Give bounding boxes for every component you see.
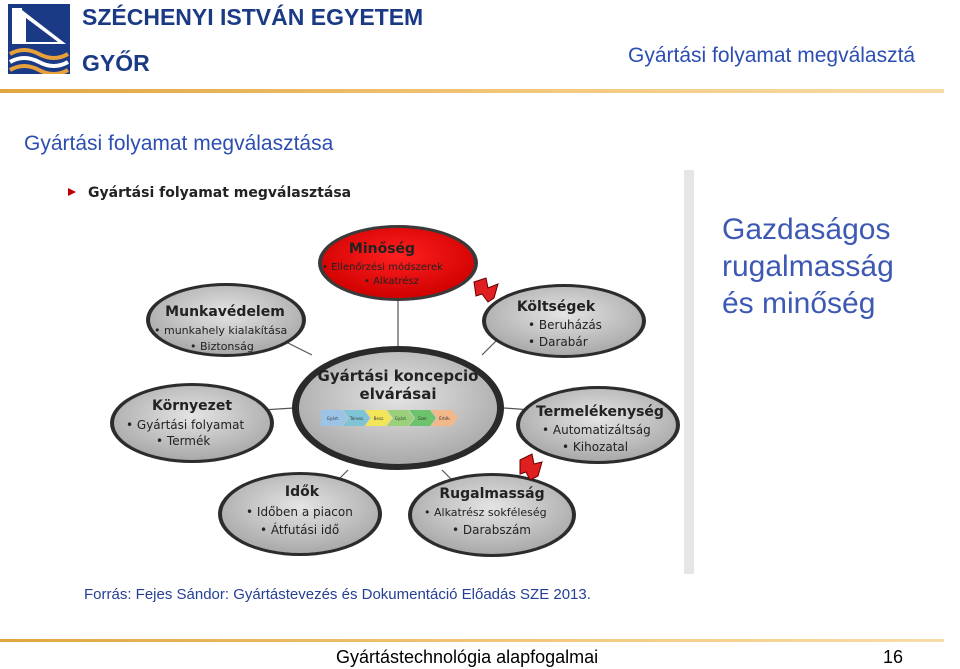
node-title: Költségek [516,299,596,315]
node-title: Minőség [348,241,416,257]
node-item: • Kihozatal [562,440,629,454]
red-double-arrow-icon [474,278,498,302]
bullet-arrow-icon [68,188,76,196]
university-logo [8,4,70,74]
header-divider [0,89,944,93]
node-item: • Biztonság [190,340,254,353]
center-node [292,346,504,470]
node-safety [146,283,306,357]
concept-diagram [62,170,698,574]
chevron-label: Szer. [418,416,428,421]
chevron-label: Gyárt. [394,416,408,421]
side-text [722,211,894,322]
node-item: • Gyártási folyamat [126,418,245,432]
node-title: Környezet [151,398,233,414]
node-flexibility [408,473,576,557]
node-title: Munkavédelem [165,304,285,320]
node-item: • Ellenőrzési módszerek [322,262,443,273]
node-item: • Darabár [528,335,588,349]
node-item: • munkahely kialakítása [154,324,288,337]
diagram-heading: Gyártási folyamat megválasztása [88,185,352,201]
node-environment [110,383,274,463]
node-item: • Átfutási idő [260,523,340,537]
page-title: Gyártási folyamat megválasztása [24,132,334,155]
node-item: • Termék [156,434,211,448]
university-city: GYŐR [82,50,150,76]
chevron-label: Besz. [373,416,385,421]
center-title-line-1: Gyártási koncepció [317,367,479,385]
chevron-label: Érték. [439,416,451,421]
node-item: • Automatizáltság [542,423,651,437]
node-item: • Alkatrész sokféleség [424,506,547,519]
side-text-line: rugalmasság [722,250,894,283]
center-title-line-2: elvárásai [359,385,437,403]
side-text-line: és minőség [722,287,876,320]
node-item: • Időben a piacon [246,505,353,519]
footer-divider [0,639,944,642]
section-title: Gyártási folyamat megválasztá [628,44,916,67]
node-title: Idők [284,484,320,500]
node-quality [318,225,478,301]
university-name: SZÉCHENYI ISTVÁN EGYETEM [82,4,424,30]
node-title: Termelékenység [536,404,664,420]
node-productivity [516,386,680,464]
chevron-label: Tervez. [349,416,365,421]
node-item: • Darabszám [452,523,531,537]
node-title: Rugalmasság [439,486,545,502]
chevron-label: Gyárt. [326,416,340,421]
node-times [218,472,382,556]
footer-title: Gyártástechnológia alapfogalmai [336,647,599,667]
node-item: • Alkatrész [364,276,419,287]
side-text-line: Gazdaságos [722,213,891,246]
source-citation: Forrás: Fejes Sándor: Gyártástevezés és Dokumentáció Előadás SZE 2013. [84,586,591,603]
node-item: • Beruházás [528,318,602,332]
diagram-side-strip [684,170,694,574]
page-number: 16 [883,647,904,667]
process-chevrons [321,410,458,426]
node-costs [482,284,646,358]
